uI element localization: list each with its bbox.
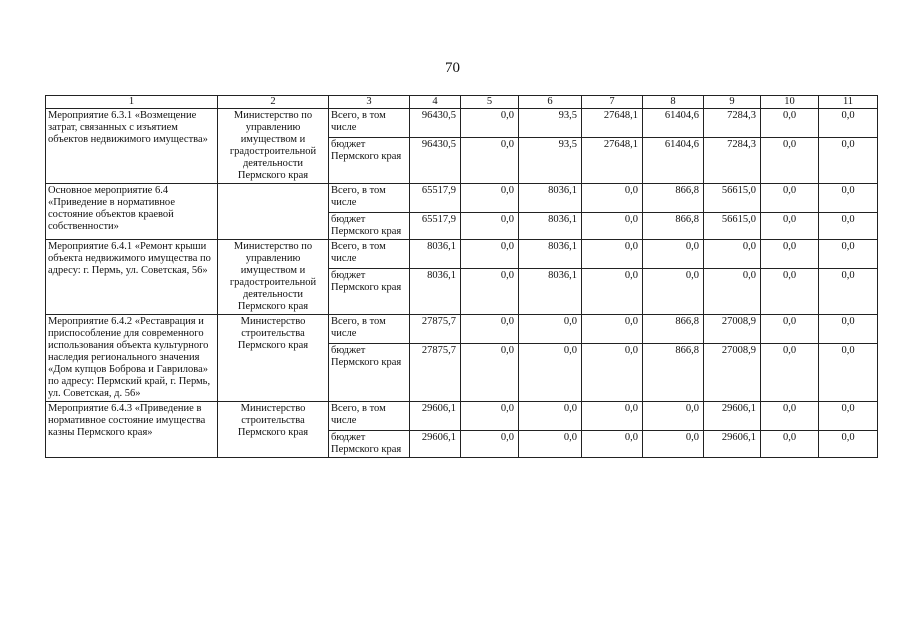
funding-source: Всего, в том числе xyxy=(329,184,410,213)
funding-source: бюджет Пермского края xyxy=(329,213,410,240)
column-number: 5 xyxy=(461,96,519,109)
amount-cell: 96430,5 xyxy=(410,109,461,138)
table-row-total xyxy=(46,402,878,431)
amount-cell: 0,0 xyxy=(461,402,519,431)
amount-cell: 866,8 xyxy=(643,315,704,344)
amount-cell: 866,8 xyxy=(643,213,704,240)
column-number: 7 xyxy=(582,96,643,109)
amount-cell: 0,0 xyxy=(461,269,519,315)
funding-source: бюджет Пермского края xyxy=(329,344,410,402)
amount-cell: 29606,1 xyxy=(704,402,761,431)
funding-source: Всего, в том числе xyxy=(329,109,410,138)
amount-cell: 0,0 xyxy=(643,402,704,431)
executor-name xyxy=(218,184,329,240)
amount-cell: 866,8 xyxy=(643,184,704,213)
amount-cell: 0,0 xyxy=(582,431,643,458)
amount-cell: 29606,1 xyxy=(704,431,761,458)
amount-cell: 0,0 xyxy=(819,184,878,213)
amount-cell: 0,0 xyxy=(819,402,878,431)
executor-name: Министерство по управлению имуществом и градостроительной деятельности Пермского края xyxy=(218,240,329,315)
amount-cell: 56615,0 xyxy=(704,213,761,240)
amount-cell: 0,0 xyxy=(761,240,819,269)
budget-table xyxy=(45,95,878,458)
amount-cell: 27875,7 xyxy=(410,315,461,344)
amount-cell: 0,0 xyxy=(582,213,643,240)
amount-cell: 0,0 xyxy=(643,431,704,458)
amount-cell: 0,0 xyxy=(461,240,519,269)
amount-cell: 0,0 xyxy=(643,269,704,315)
amount-cell: 0,0 xyxy=(761,315,819,344)
column-number: 1 xyxy=(46,96,218,109)
amount-cell: 8036,1 xyxy=(519,240,582,269)
amount-cell: 0,0 xyxy=(519,402,582,431)
column-number: 4 xyxy=(410,96,461,109)
amount-cell: 8036,1 xyxy=(519,213,582,240)
amount-cell: 0,0 xyxy=(461,138,519,184)
amount-cell: 0,0 xyxy=(582,402,643,431)
column-number: 10 xyxy=(761,96,819,109)
amount-cell: 0,0 xyxy=(819,431,878,458)
amount-cell: 27648,1 xyxy=(582,109,643,138)
amount-cell: 0,0 xyxy=(819,315,878,344)
column-number: 11 xyxy=(819,96,878,109)
amount-cell: 0,0 xyxy=(582,240,643,269)
amount-cell: 0,0 xyxy=(461,431,519,458)
amount-cell: 0,0 xyxy=(582,315,643,344)
amount-cell: 866,8 xyxy=(643,344,704,402)
amount-cell: 27648,1 xyxy=(582,138,643,184)
amount-cell: 0,0 xyxy=(819,344,878,402)
amount-cell: 8036,1 xyxy=(410,240,461,269)
measure-name: Мероприятие 6.4.3 «Приведение в нормативное состояние имущества казны Пермского края» xyxy=(46,402,218,458)
funding-source: Всего, в том числе xyxy=(329,402,410,431)
table-row-total xyxy=(46,109,878,138)
amount-cell: 0,0 xyxy=(761,269,819,315)
amount-cell: 0,0 xyxy=(461,344,519,402)
amount-cell: 8036,1 xyxy=(519,184,582,213)
table-row-total xyxy=(46,240,878,269)
column-number-row xyxy=(46,96,878,109)
amount-cell: 29606,1 xyxy=(410,431,461,458)
amount-cell: 0,0 xyxy=(761,344,819,402)
amount-cell: 93,5 xyxy=(519,109,582,138)
column-number: 8 xyxy=(643,96,704,109)
funding-source: Всего, в том числе xyxy=(329,315,410,344)
table-row-total xyxy=(46,315,878,344)
amount-cell: 0,0 xyxy=(461,184,519,213)
amount-cell: 27875,7 xyxy=(410,344,461,402)
measure-name: Мероприятие 6.3.1 «Возмещение затрат, связанных с изъятием объектов недвижимого имущества» xyxy=(46,109,218,184)
amount-cell: 0,0 xyxy=(582,344,643,402)
amount-cell: 0,0 xyxy=(761,402,819,431)
amount-cell: 0,0 xyxy=(461,109,519,138)
amount-cell: 8036,1 xyxy=(519,269,582,315)
amount-cell: 0,0 xyxy=(761,109,819,138)
amount-cell: 56615,0 xyxy=(704,184,761,213)
funding-source: Всего, в том числе xyxy=(329,240,410,269)
column-number: 9 xyxy=(704,96,761,109)
amount-cell: 0,0 xyxy=(819,213,878,240)
amount-cell: 93,5 xyxy=(519,138,582,184)
amount-cell: 0,0 xyxy=(704,240,761,269)
measure-name: Мероприятие 6.4.2 «Реставрация и приспособление для современного использования объекта культурного наследия регионального значения «Дом купцов Боброва и Гаврилова» по адресу: Пермский край, г. Пермь, ул. Советская, д. 56» xyxy=(46,315,218,402)
measure-name: Основное мероприятие 6.4 «Приведение в нормативное состояние объектов краевой собственности» xyxy=(46,184,218,240)
amount-cell: 0,0 xyxy=(461,315,519,344)
funding-source: бюджет Пермского края xyxy=(329,269,410,315)
executor-name: Министерство строительства Пермского края xyxy=(218,315,329,402)
amount-cell: 0,0 xyxy=(519,315,582,344)
amount-cell: 61404,6 xyxy=(643,109,704,138)
page-number: 70 xyxy=(445,60,460,76)
amount-cell: 29606,1 xyxy=(410,402,461,431)
column-number: 3 xyxy=(329,96,410,109)
amount-cell: 65517,9 xyxy=(410,213,461,240)
amount-cell: 8036,1 xyxy=(410,269,461,315)
amount-cell: 61404,6 xyxy=(643,138,704,184)
amount-cell: 0,0 xyxy=(519,344,582,402)
executor-name: Министерство строительства Пермского края xyxy=(218,402,329,458)
column-number: 2 xyxy=(218,96,329,109)
amount-cell: 0,0 xyxy=(582,184,643,213)
amount-cell: 0,0 xyxy=(761,431,819,458)
amount-cell: 0,0 xyxy=(819,138,878,184)
column-number: 6 xyxy=(519,96,582,109)
amount-cell: 0,0 xyxy=(819,109,878,138)
amount-cell: 96430,5 xyxy=(410,138,461,184)
table-row-total xyxy=(46,184,878,213)
amount-cell: 7284,3 xyxy=(704,109,761,138)
funding-source: бюджет Пермского края xyxy=(329,431,410,458)
amount-cell: 0,0 xyxy=(819,269,878,315)
executor-name: Министерство по управлению имуществом и градостроительной деятельности Пермского края xyxy=(218,109,329,184)
amount-cell: 27008,9 xyxy=(704,344,761,402)
amount-cell: 0,0 xyxy=(761,184,819,213)
funding-source: бюджет Пермского края xyxy=(329,138,410,184)
amount-cell: 65517,9 xyxy=(410,184,461,213)
amount-cell: 0,0 xyxy=(761,138,819,184)
measure-name: Мероприятие 6.4.1 «Ремонт крыши объекта недвижимого имущества по адресу: г. Пермь, ул. Советская, 56» xyxy=(46,240,218,315)
amount-cell: 7284,3 xyxy=(704,138,761,184)
amount-cell: 27008,9 xyxy=(704,315,761,344)
amount-cell: 0,0 xyxy=(643,240,704,269)
amount-cell: 0,0 xyxy=(519,431,582,458)
amount-cell: 0,0 xyxy=(461,213,519,240)
table-body xyxy=(46,109,878,458)
amount-cell: 0,0 xyxy=(761,213,819,240)
amount-cell: 0,0 xyxy=(819,240,878,269)
amount-cell: 0,0 xyxy=(704,269,761,315)
amount-cell: 0,0 xyxy=(582,269,643,315)
